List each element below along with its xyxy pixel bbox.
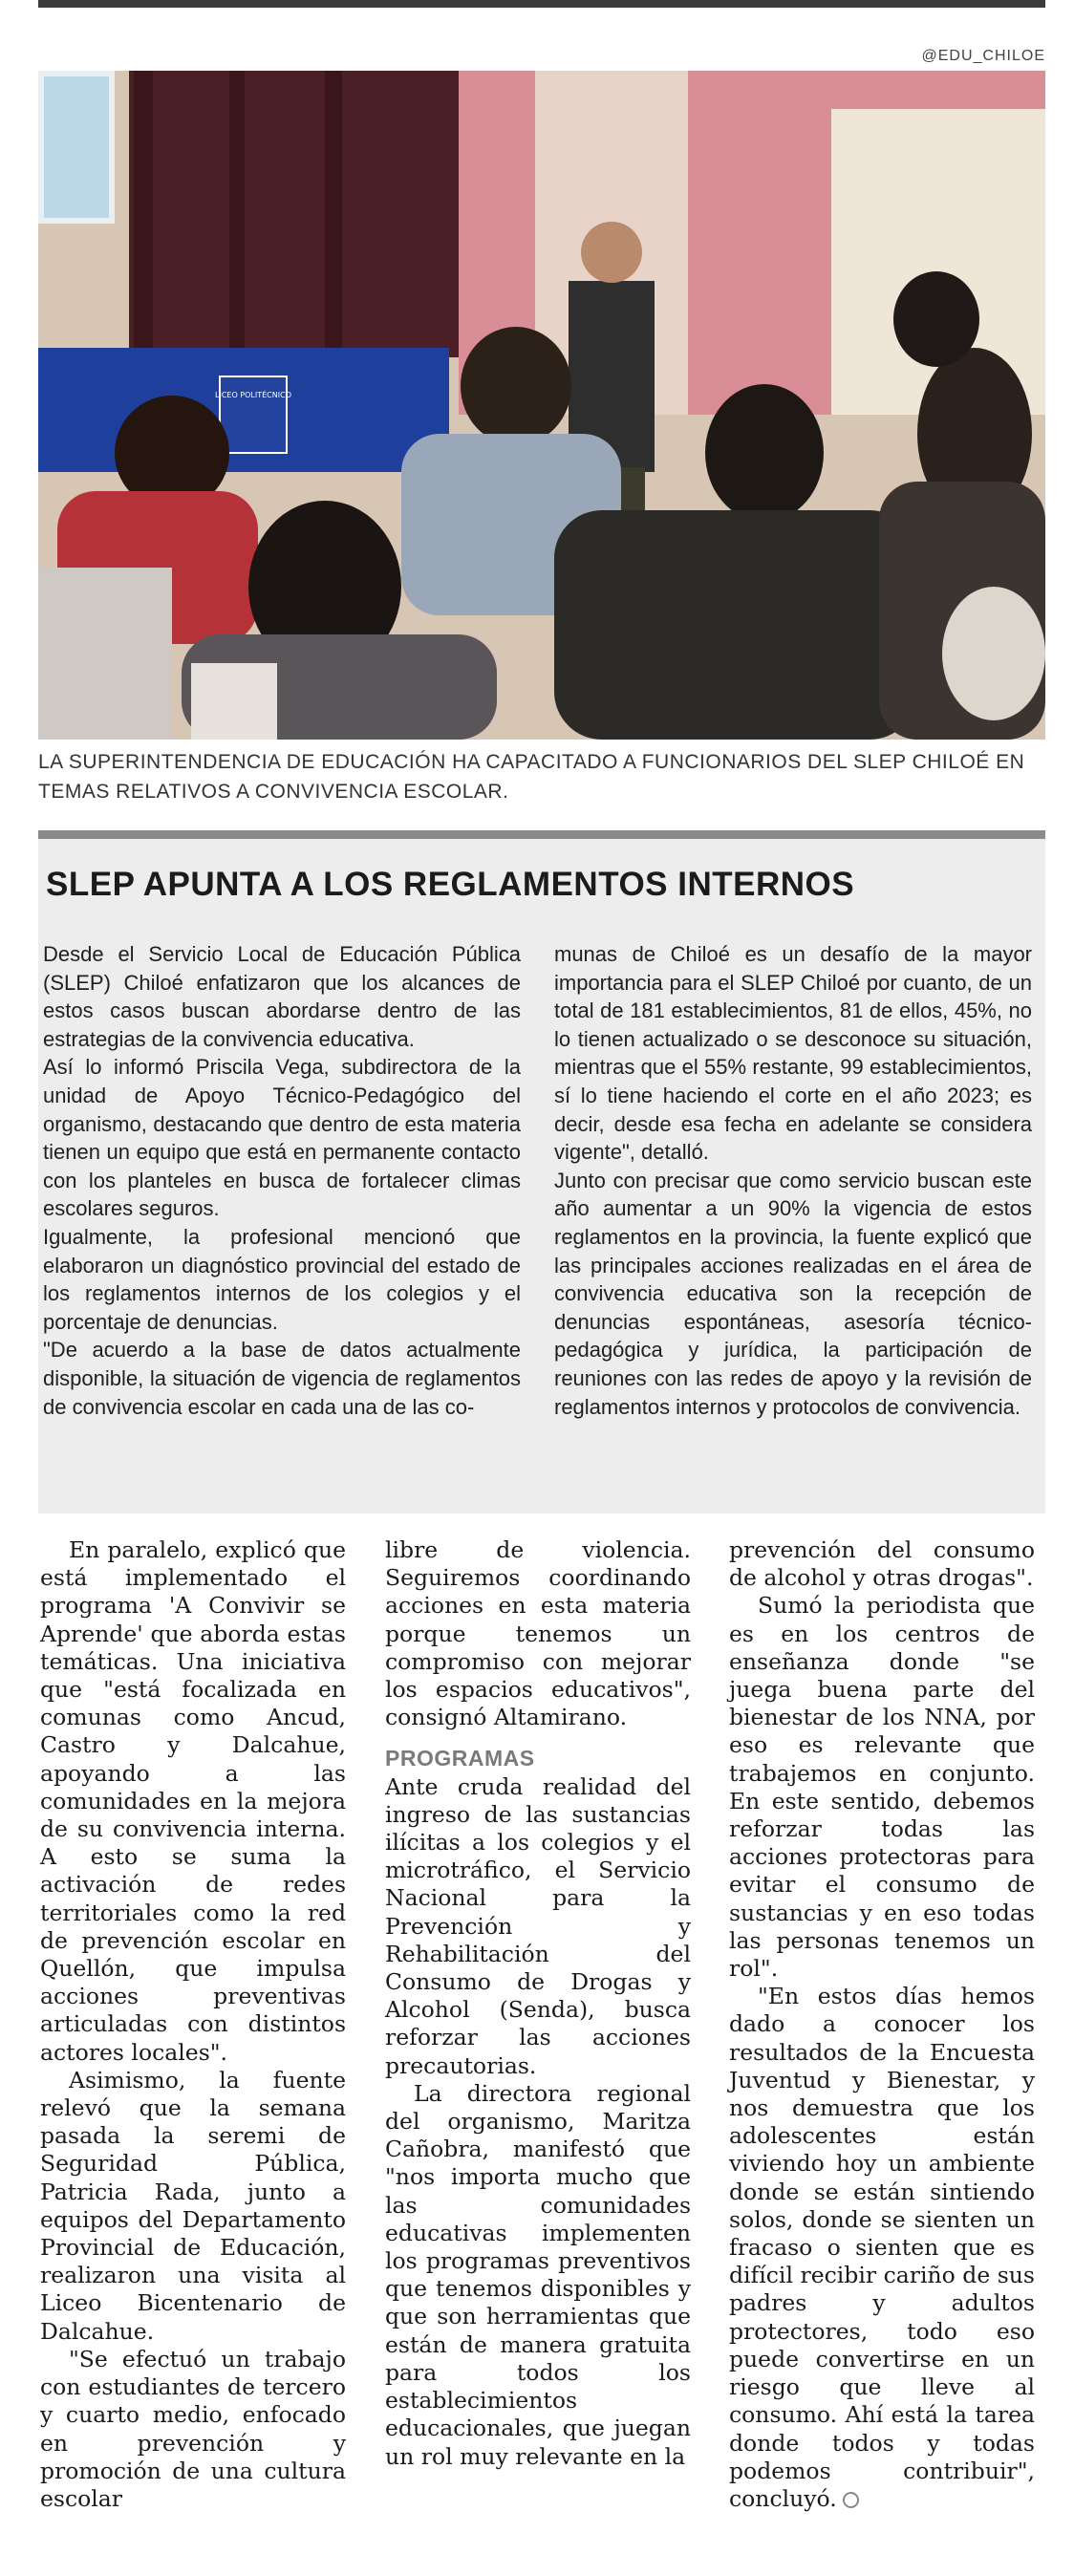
article-column-3 (729, 1536, 1035, 2513)
sidebar-title: SLEP APUNTA A LOS REGLAMENTOS INTERNOS (46, 866, 855, 903)
article-paragraph: Asimismo, la fuente relevó que la semana pasada la seremi de Seguridad Pública, Patricia Rada, junto a equipos del Departamento Provincial de Educación, realizaron una visita al Liceo Bicentenario de Dalcahue. (40, 2066, 346, 2345)
sidebar-paragraph: "De acuerdo a la base de datos actualmente disponible, la situación de vigencia de reglamentos de convivencia escolar en cada una de las co- (43, 1338, 521, 1419)
article-paragraph: "Se efectuó un trabajo con estudiantes de tercero y cuarto medio, enfocado en prevención y promoción de una cultura escolar (40, 2345, 346, 2512)
article-paragraph (729, 1983, 1035, 2513)
photo-credit: @EDU_CHILOE (921, 48, 1045, 64)
article-paragraph: En paralelo, explicó que está implementado el programa 'A Convivir se Aprende' que aborda estas temáticas. Una iniciativa que "está focalizada en comunas como Ancud, Castro y Dalcahue, apoyando a las comunidades en la mejora de su convivencia interna. A esto se suma la activación de redes territoriales como la red de prevención escolar en Quellón, que impulsa acciones preventivas articuladas con distintos actores locales". (40, 1536, 346, 2066)
article-closing-text: "En estos días hemos dado a conocer los resultados de la Encuesta Juventud y Bienestar, y nos demuestra que los adolescentes están viviendo hoy un ambiente donde se están sintiendo solos, donde se sienten un fracaso o sienten que es difícil recibir cariño de sus padres y adultos protectores, todo eso puede convertirse en un riesgo que lleve al consumo. Ahí está la tarea donde todos y todas podemos contribuir", concluyó. (729, 1983, 1035, 2512)
banner-text: LICEO POLITÉCNICO (215, 391, 291, 399)
box-top-rule (38, 830, 1045, 839)
article-paragraph: Sumó la periodista que es en los centros de enseñanza donde "se juega buena parte del bienestar de los NNA, por eso es relevante que trabajemos en conjunto. En este sentido, debemos reforzar todas las acciones protectoras para evitar el consumo de sustancias y en eso todas las personas tenemos un rol". (729, 1592, 1035, 1983)
article-column-1 (40, 1536, 346, 2513)
article-paragraph: libre de violencia. Seguiremos coordinando acciones en esta materia porque tenemos un compromiso con mejorar los espacios educativos", consignó Altamirano. (385, 1536, 691, 1731)
sidebar-paragraph: Junto con precisar que como servicio buscan este año aumentar a un 90% la vigencia de estos reglamentos en la provincia, la fuente explicó que las principales acciones realizadas en el área de convivencia educativa son la recepción de denuncias espontáneas, asesoría técnico-pedagógica y jurídica, la participación de reuniones con las redes de apoyo y la revisión de reglamentos internos y protocolos de convivencia. (554, 1168, 1032, 1419)
photo-caption: LA SUPERINTENDENCIA DE EDUCACIÓN HA CAPACITADO A FUNCIONARIOS DEL SLEP CHILOÉ EN TEMAS RELATIVOS A CONVIVENCIA ESCOLAR. (38, 751, 1025, 803)
article-paragraph: prevención del consumo de alcohol y otras drogas". (729, 1536, 1035, 1592)
article-paragraph: Ante cruda realidad del ingreso de las sustancias ilícitas a los colegios y el microtráfico, el Servicio Nacional para la Prevención y Rehabilitación del Consumo de Drogas y Alcohol (Senda), busca reforzar las acciones precautorias. (385, 1772, 691, 2079)
top-rule (38, 0, 1045, 8)
article-paragraph: La directora regional del organismo, Maritza Cañobra, manifestó que "nos importa mucho que las comunidades educativas implementen los programas preventivos que tenemos disponibles y que son herramientas que están de manera gratuita para todos los establecimientos educacionales, que juegan un rol muy relevante en la (385, 2079, 691, 2470)
sidebar-paragraph: Igualmente, la profesional mencionó que elaboraron un diagnóstico provincial del estado de los reglamentos internos de los colegios y el porcentaje de denuncias. (43, 1224, 521, 1334)
sidebar-paragraph: Así lo informó Priscila Vega, subdirectora de la unidad de Apoyo Técnico-Pedagógico del organismo, destacando que dentro de esta materia tienen un equipo que está en permanente contacto con los planteles en busca de fortalecer climas escolares seguros. (43, 1055, 521, 1221)
sidebar-paragraph: Desde el Servicio Local de Educación Pública (SLEP) Chiloé enfatizaron que los alcances de estos casos buscan abordarse dentro de las estrategias de la convivencia educativa. (43, 942, 521, 1051)
sidebar-paragraph: munas de Chiloé es un desafío de la mayor importancia para el SLEP Chiloé por cuanto, de un total de 181 establecimientos, 81 de ellos, 45%, no lo tienen actualizado o se desconoce su situación, mientras que el 55% restante, 99 establecimientos, sí lo tiene haciendo el corte en el año 2023; es decir, desde esa fecha en adelante se considera vigente", detalló. (554, 942, 1032, 1165)
sidebar-column-2 (554, 940, 1032, 1421)
article-photo (38, 71, 1045, 740)
article-column-2 (385, 1536, 691, 2471)
sidebar-column-1 (43, 940, 521, 1421)
end-mark-icon (843, 2492, 859, 2508)
section-subhead: PROGRAMAS (385, 1746, 535, 1771)
